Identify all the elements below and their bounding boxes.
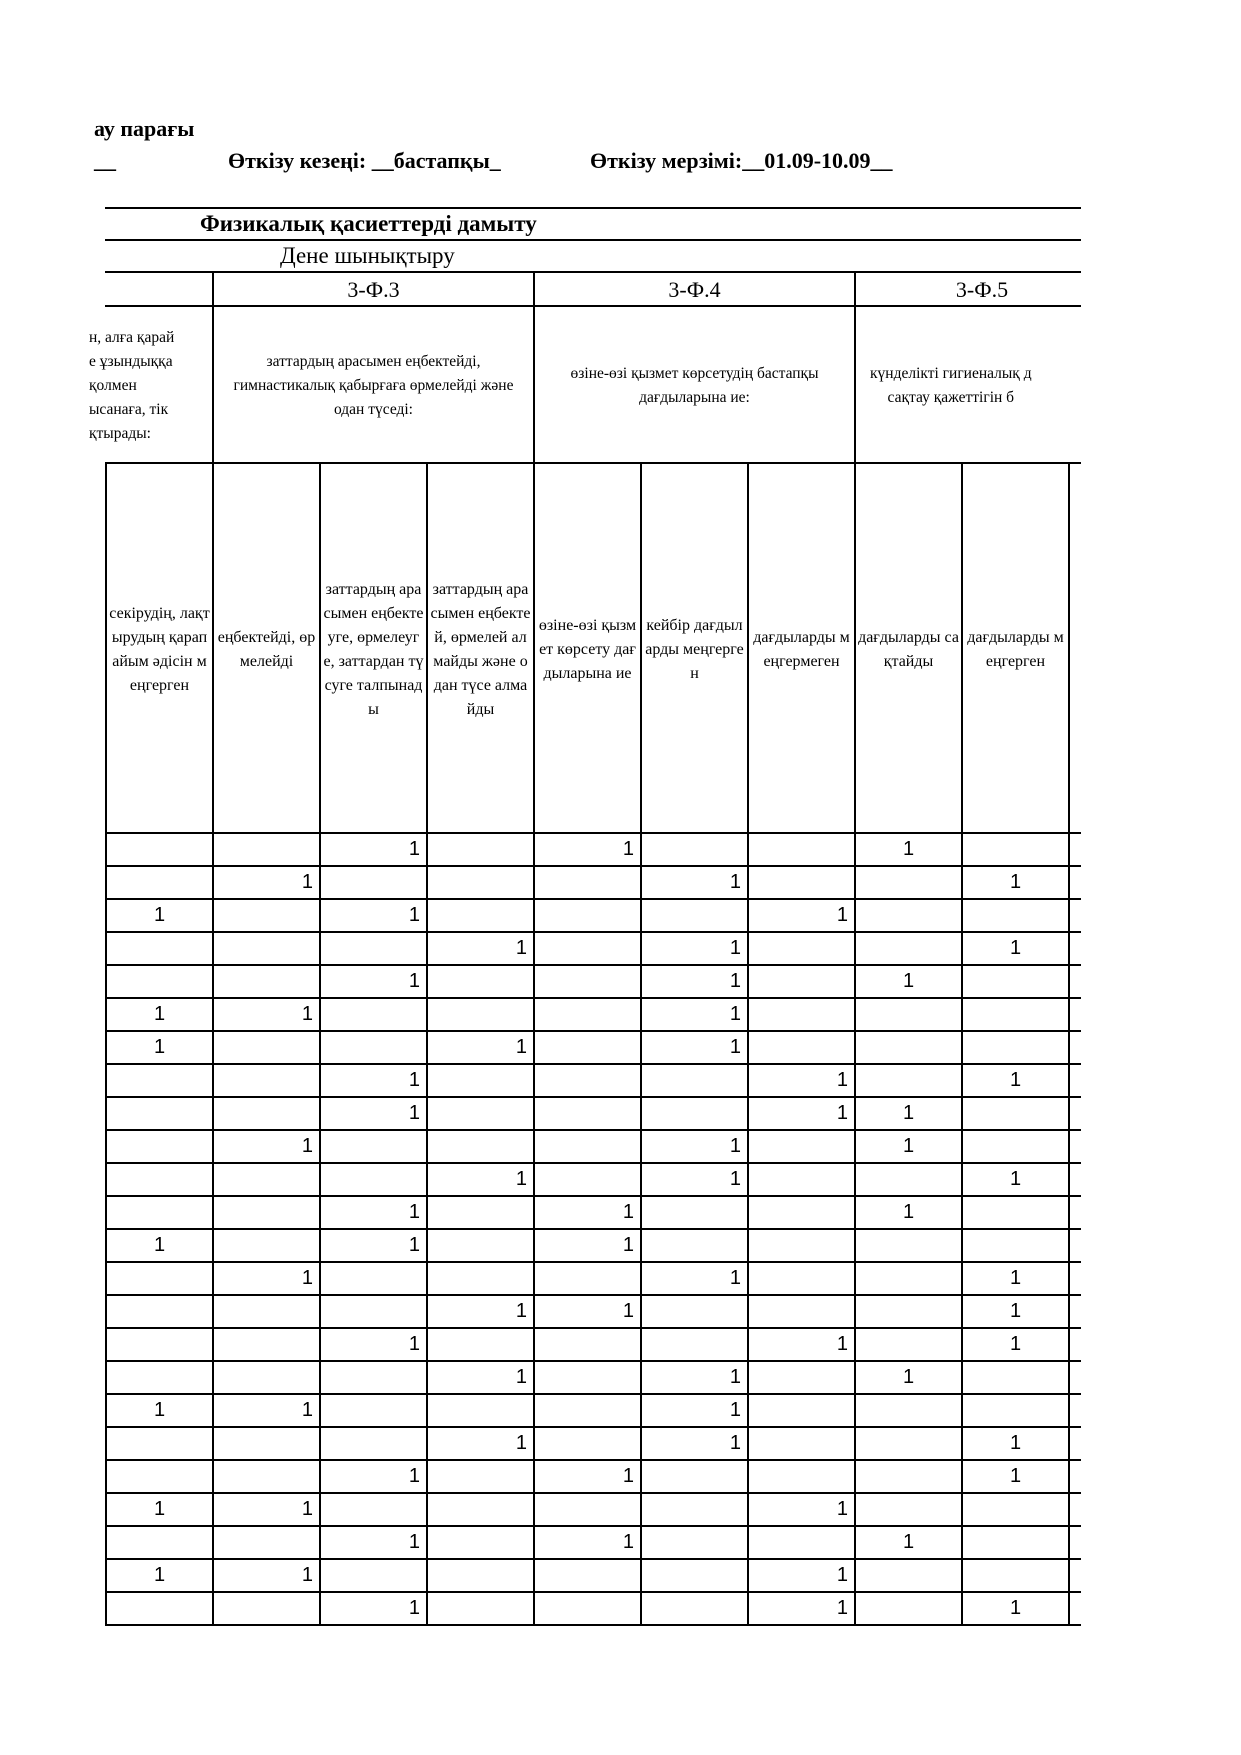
table-cell[interactable] (856, 866, 961, 899)
table-cell[interactable]: 1 (729, 937, 741, 959)
table-cell[interactable] (749, 1427, 854, 1460)
table-cell[interactable] (535, 899, 640, 932)
table-cell[interactable] (107, 866, 212, 899)
table-cell[interactable]: 1 (408, 1201, 420, 1223)
table-cell[interactable]: 1 (902, 1531, 915, 1553)
table-cell[interactable]: 1 (729, 1399, 741, 1421)
table-cell[interactable] (856, 1064, 961, 1097)
table-cell[interactable] (214, 1064, 319, 1097)
table-cell[interactable] (428, 866, 533, 899)
table-cell[interactable]: 1 (902, 1201, 915, 1223)
table-cell[interactable] (856, 1460, 961, 1493)
table-cell[interactable]: 1 (1009, 1267, 1022, 1289)
table-cell[interactable] (321, 1163, 426, 1196)
column-header: еңбектейді, өрмелейді (217, 629, 316, 670)
dates-label: Өткізу мерзімі:__01.09-10.09__ (590, 148, 893, 173)
table-cell[interactable] (963, 1394, 1068, 1427)
table-cell[interactable]: 1 (301, 1135, 313, 1157)
table-cell[interactable] (642, 1295, 747, 1328)
table-cell[interactable] (963, 1526, 1068, 1559)
table-cell[interactable]: 1 (729, 871, 741, 893)
table-cell[interactable] (321, 866, 426, 899)
table-cell[interactable] (856, 1262, 961, 1295)
table-cell[interactable]: 1 (729, 1267, 741, 1289)
table-cell[interactable]: 1 (408, 838, 420, 860)
table-cell[interactable]: 1 (1009, 1300, 1022, 1322)
table-cell[interactable] (107, 1361, 212, 1394)
table-cell[interactable] (321, 1130, 426, 1163)
table-cell[interactable] (535, 1130, 640, 1163)
table-cell[interactable] (535, 1328, 640, 1361)
section-title-band (105, 211, 1081, 239)
table-cell[interactable] (749, 932, 854, 965)
table-cell[interactable]: 1 (515, 1366, 527, 1388)
table-cell[interactable] (321, 932, 426, 965)
table-cell[interactable] (749, 866, 854, 899)
table-cell[interactable] (856, 1031, 961, 1064)
table-cell[interactable]: 1 (622, 1234, 634, 1256)
table-cell[interactable] (749, 1229, 854, 1262)
table-cell[interactable]: 1 (301, 1498, 313, 1520)
table-cell[interactable] (963, 899, 1068, 932)
table-cell[interactable]: 1 (902, 1135, 915, 1157)
table-cell[interactable] (214, 1031, 319, 1064)
table-cell[interactable] (107, 932, 212, 965)
table-cell[interactable] (856, 932, 961, 965)
table-cell[interactable] (642, 833, 747, 866)
table-cell[interactable] (214, 899, 319, 932)
table-cell[interactable]: 1 (836, 1498, 848, 1520)
table-cell[interactable]: 1 (408, 1597, 420, 1619)
table-cell[interactable]: 1 (836, 1102, 848, 1124)
table-cell[interactable] (107, 1262, 212, 1295)
table-cell[interactable] (749, 833, 854, 866)
table-cell[interactable] (214, 1460, 319, 1493)
table-cell[interactable]: 1 (153, 1234, 166, 1256)
table-cell[interactable] (642, 1460, 747, 1493)
table-cell[interactable] (749, 1130, 854, 1163)
table-cell[interactable] (214, 965, 319, 998)
table-cell[interactable] (428, 1559, 533, 1592)
table-cell[interactable]: 1 (515, 1168, 527, 1190)
table-cell[interactable]: 1 (1009, 1465, 1022, 1487)
column-header: дағдыларды сақтайды (858, 629, 959, 670)
table-cell[interactable] (749, 1262, 854, 1295)
table-cell[interactable]: 1 (301, 1564, 313, 1586)
table-cell[interactable] (856, 1328, 961, 1361)
table-cell[interactable]: 1 (153, 1498, 166, 1520)
table-cell[interactable] (321, 998, 426, 1031)
table-cell[interactable]: 1 (1009, 1168, 1022, 1190)
table-cell[interactable] (535, 932, 640, 965)
table-cell[interactable]: 1 (729, 1432, 741, 1454)
table-cell[interactable]: 1 (836, 1069, 848, 1091)
table-cell[interactable]: 1 (408, 970, 420, 992)
table-cell[interactable] (214, 1097, 319, 1130)
table-cell[interactable] (642, 1196, 747, 1229)
table-cell[interactable] (428, 1262, 533, 1295)
table-cell[interactable]: 1 (301, 1003, 313, 1025)
table-cell[interactable] (963, 1196, 1068, 1229)
table-cell[interactable]: 1 (836, 1597, 848, 1619)
table-cell[interactable]: 1 (622, 1201, 634, 1223)
table-cell[interactable] (428, 1526, 533, 1559)
table-cell[interactable] (749, 1526, 854, 1559)
table-cell[interactable] (749, 1196, 854, 1229)
table-cell[interactable] (107, 1427, 212, 1460)
table-cell[interactable] (963, 1559, 1068, 1592)
table-cell[interactable] (321, 1262, 426, 1295)
table-cell[interactable] (214, 1295, 319, 1328)
table-cell[interactable] (856, 1493, 961, 1526)
table-cell[interactable] (428, 1493, 533, 1526)
table-cell[interactable] (856, 1394, 961, 1427)
table-cell[interactable]: 1 (153, 1036, 166, 1058)
table-cell[interactable] (535, 866, 640, 899)
table-cell[interactable] (535, 1493, 640, 1526)
table-cell[interactable] (214, 932, 319, 965)
section-subtitle-band (105, 243, 1081, 271)
table-cell[interactable]: 1 (836, 1564, 848, 1586)
table-cell[interactable] (749, 1361, 854, 1394)
table-cell[interactable]: 1 (729, 970, 741, 992)
table-cell[interactable] (963, 1097, 1068, 1130)
table-cell[interactable] (107, 1163, 212, 1196)
table-cell[interactable] (749, 1163, 854, 1196)
table-cell[interactable] (535, 965, 640, 998)
header-rule (105, 239, 1081, 241)
table-cell[interactable] (963, 1493, 1068, 1526)
table-cell[interactable] (107, 1592, 212, 1625)
header-left-fragment: __ (94, 148, 116, 173)
table-cell[interactable]: 1 (153, 1564, 166, 1586)
table-cell[interactable] (642, 1328, 747, 1361)
column-header: өзіне-өзі қызмет көрсету дағдыларына ие (538, 617, 637, 682)
table-cell[interactable]: 1 (729, 1036, 741, 1058)
section-title: Физикалық қасиеттерді дамыту (200, 211, 537, 236)
table-cell[interactable]: 1 (1009, 1432, 1022, 1454)
group-description: заттардың арасымен еңбектейді, гимнастикалық қабырғаға өрмелейді және одан түседі: (233, 352, 514, 418)
table-cell[interactable] (963, 1361, 1068, 1394)
table-cell[interactable]: 1 (515, 937, 527, 959)
table-cell[interactable]: 1 (301, 871, 313, 893)
table-cell[interactable] (856, 899, 961, 932)
table-cell[interactable]: 1 (301, 1267, 313, 1289)
table-cell[interactable]: 1 (515, 1036, 527, 1058)
table-cell[interactable] (963, 1031, 1068, 1064)
table-cell[interactable] (856, 1559, 961, 1592)
table-cell[interactable] (107, 1526, 212, 1559)
table-cell[interactable] (107, 1460, 212, 1493)
column-header: дағдыларды меңгермеген (753, 629, 850, 670)
table-cell[interactable] (321, 1361, 426, 1394)
table-cell[interactable] (535, 1394, 640, 1427)
table-cell[interactable] (107, 1064, 212, 1097)
table-cell[interactable] (535, 1163, 640, 1196)
table-cell[interactable] (321, 1427, 426, 1460)
table-cell[interactable] (749, 1394, 854, 1427)
table-cell[interactable] (107, 1196, 212, 1229)
column-header: дағдыларды меңгерген (967, 629, 1064, 670)
group-description: күнделікті гигиеналық д сақтау қажеттігін б (870, 364, 1032, 406)
table-cell[interactable] (535, 1031, 640, 1064)
table-cell[interactable] (642, 1229, 747, 1262)
group-code: 3-Ф.3 (347, 277, 400, 302)
section-subtitle: Дене шынықтыру (280, 243, 455, 268)
table-cell[interactable] (321, 1394, 426, 1427)
table-cell[interactable]: 1 (1009, 1069, 1022, 1091)
table-cell[interactable] (214, 1163, 319, 1196)
table-cell[interactable] (428, 1130, 533, 1163)
header-rule (105, 271, 1081, 273)
table-cell[interactable]: 1 (408, 1531, 420, 1553)
table-cell[interactable] (749, 1031, 854, 1064)
period-label: Өткізу кезеңі: __бастапқы_ (228, 148, 501, 173)
table-cell[interactable]: 1 (622, 1300, 634, 1322)
table-cell[interactable] (642, 1064, 747, 1097)
table-cell[interactable] (963, 998, 1068, 1031)
table-cell[interactable] (963, 1130, 1068, 1163)
table-cell[interactable] (428, 1328, 533, 1361)
sheet-title: ау парағы (94, 116, 195, 141)
table-cell[interactable]: 1 (1009, 871, 1022, 893)
table-cell[interactable] (642, 1592, 747, 1625)
table-cell[interactable] (963, 833, 1068, 866)
table-cell[interactable] (428, 1229, 533, 1262)
table-cell[interactable] (535, 1427, 640, 1460)
table-cell[interactable] (535, 1262, 640, 1295)
table-cell[interactable] (535, 1097, 640, 1130)
table-cell[interactable] (749, 965, 854, 998)
table-cell[interactable] (749, 998, 854, 1031)
table-cell[interactable]: 1 (729, 1366, 741, 1388)
column-divider (1068, 462, 1070, 1626)
table-cell[interactable]: 1 (408, 904, 420, 926)
table-cell[interactable]: 1 (515, 1432, 527, 1454)
table-cell[interactable] (428, 998, 533, 1031)
group-description: өзіне-өзі қызмет көрсетудің бастапқы дағдыларына ие: (570, 364, 819, 406)
table-cell[interactable] (321, 1493, 426, 1526)
table-cell[interactable] (428, 1460, 533, 1493)
table-cell[interactable] (428, 833, 533, 866)
table-cell[interactable]: 1 (902, 1102, 915, 1124)
table-cell[interactable]: 1 (1009, 1333, 1022, 1355)
table-cell[interactable] (856, 998, 961, 1031)
table-cell[interactable] (428, 1592, 533, 1625)
table-cell[interactable] (749, 1460, 854, 1493)
table-cell[interactable] (107, 965, 212, 998)
table-cell[interactable]: 1 (408, 1234, 420, 1256)
table-cell[interactable]: 1 (515, 1300, 527, 1322)
table-cell[interactable] (428, 899, 533, 932)
group-description: н, алға қарай е ұзындыққа қолмен ысанаға, тік қтырады: (89, 328, 175, 443)
table-cell[interactable]: 1 (153, 1399, 166, 1421)
table-cell[interactable] (214, 1592, 319, 1625)
table-cell[interactable]: 1 (729, 1168, 741, 1190)
header-rule (105, 207, 1081, 209)
column-header: заттардың арасымен еңбектеуге, өрмелеуге, заттардан түсуге талпынады (323, 581, 424, 718)
table-cell[interactable] (856, 1295, 961, 1328)
table-cell[interactable]: 1 (1009, 937, 1022, 959)
table-cell[interactable] (856, 1427, 961, 1460)
table-cell[interactable] (214, 833, 319, 866)
table-cell[interactable] (642, 1559, 747, 1592)
table-cell[interactable] (428, 1097, 533, 1130)
table-cell[interactable] (642, 1526, 747, 1559)
table-cell[interactable] (428, 1064, 533, 1097)
table-cell[interactable] (963, 965, 1068, 998)
table-cell[interactable] (963, 1229, 1068, 1262)
table-cell[interactable] (856, 1592, 961, 1625)
table-cell[interactable]: 1 (622, 1465, 634, 1487)
table-cell[interactable] (214, 1328, 319, 1361)
table-cell[interactable] (107, 833, 212, 866)
column-header: секірудің, лақтырудың қарапайым әдісін меңгерген (109, 605, 210, 694)
table-cell[interactable] (321, 1295, 426, 1328)
table-cell[interactable]: 1 (153, 904, 166, 926)
table-cell[interactable]: 1 (408, 1465, 420, 1487)
table-cell[interactable] (535, 1592, 640, 1625)
table-cell[interactable]: 1 (836, 1333, 848, 1355)
table-cell[interactable] (535, 1361, 640, 1394)
table-cell[interactable] (107, 1097, 212, 1130)
table-cell[interactable] (214, 1526, 319, 1559)
table-cell[interactable] (428, 1196, 533, 1229)
table-cell[interactable] (749, 1295, 854, 1328)
table-cell[interactable]: 1 (729, 1135, 741, 1157)
table-cell[interactable] (321, 1031, 426, 1064)
table-cell[interactable]: 1 (622, 838, 634, 860)
table-cell[interactable] (642, 1097, 747, 1130)
table-cell[interactable] (856, 1229, 961, 1262)
table-cell[interactable]: 1 (408, 1102, 420, 1124)
column-header: кейбір дағдыларды меңгерген (645, 617, 744, 682)
table-cell[interactable]: 1 (902, 1366, 915, 1388)
table-cell[interactable] (214, 1427, 319, 1460)
table-cell[interactable] (535, 998, 640, 1031)
table-cell[interactable] (214, 1196, 319, 1229)
table-cell[interactable]: 1 (153, 1003, 166, 1025)
table-cell[interactable]: 1 (729, 1003, 741, 1025)
table-cell[interactable] (107, 1130, 212, 1163)
table-cell[interactable] (107, 1328, 212, 1361)
table-cell[interactable] (535, 1064, 640, 1097)
group-code: 3-Ф.4 (668, 277, 721, 302)
table-cell[interactable]: 1 (836, 904, 848, 926)
table-cell[interactable] (642, 899, 747, 932)
table-cell[interactable]: 1 (408, 1333, 420, 1355)
group-code: 3-Ф.5 (955, 277, 1009, 302)
table-cell[interactable]: 1 (408, 1069, 420, 1091)
table-cell[interactable]: 1 (622, 1531, 634, 1553)
table-cell[interactable] (642, 1493, 747, 1526)
table-cell[interactable]: 1 (1009, 1597, 1022, 1619)
table-cell[interactable]: 1 (902, 970, 915, 992)
column-header: заттардың арасымен еңбектей, өрмелей алмайды және одан түсе алмайды (430, 581, 531, 718)
table-cell[interactable]: 1 (301, 1399, 313, 1421)
table-cell[interactable] (428, 965, 533, 998)
table-cell[interactable]: 1 (902, 838, 915, 860)
table-cell[interactable] (856, 1163, 961, 1196)
table-cell[interactable] (214, 1361, 319, 1394)
table-cell[interactable] (428, 1394, 533, 1427)
table-cell[interactable] (321, 1559, 426, 1592)
table-cell[interactable] (214, 1229, 319, 1262)
table-cell[interactable] (107, 1295, 212, 1328)
table-cell[interactable] (535, 1559, 640, 1592)
